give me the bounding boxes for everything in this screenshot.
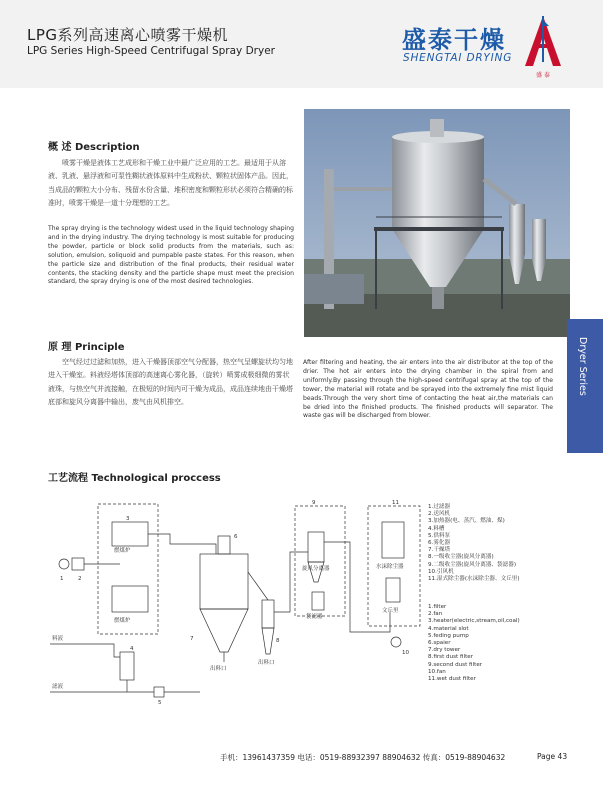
- label-separator: 旋风分离器: [302, 566, 330, 572]
- principle-text-cn: 空气经过过滤和加热，进入干燥器顶部空气分配器，热空气呈螺旋状均匀地进入干燥室。料液经塔体顶部的高速离心雾化器，（旋转）喷雾成极细微的雾状液珠，与热空气并流接触，在极短的时间内可干燥为成品，成品连续地由干燥塔底部和旋风分离器中输出，废气由风机排空。: [48, 358, 293, 407]
- legend-cn-item: 1.过滤器: [428, 504, 451, 510]
- process-heading: 工艺流程 Technological proccess: [48, 473, 221, 484]
- label-n11: 11: [392, 500, 399, 506]
- legend-en-item: 10.fan: [428, 668, 446, 675]
- principle-heading: 原 理 Principle: [48, 342, 125, 353]
- legend-en-item: 4.material slot: [428, 625, 469, 632]
- process-flow-diagram: [50, 492, 430, 714]
- description-text-en: The spray drying is the technology widest used in the liquid technology shaping and in the drying industry. The drying technology is most suitable for producing the powder, particle or block solid products from the materials, such as: solution, emulsion, soliquoid and pumpable paste states. For this reason, when the particle size and distribution of the final products, their residual water contents, the stacking density and the particle shape must meet the precision standard, the spray drying is one of the most desired technologies.: [48, 225, 294, 286]
- header-title-cn: LPG系列高速离心喷雾干燥机: [27, 26, 229, 44]
- label-n5: 5: [158, 700, 162, 706]
- legend-en-item: 2.fan: [428, 611, 443, 618]
- label-n9: 9: [312, 500, 316, 506]
- label-bag-filter: 袋滤器: [306, 614, 323, 620]
- description-text-cn: 喷雾干燥是液体工艺成形和干燥工业中最广泛应用的工艺。最适用于从溶液、乳液、悬浮液和可泵性糊状液体原料中生成粉状、颗粒状固体产品。因此，当成品的颗粒大小分布、残留水份含量、堆积密度和颗粒形状必须符合精确的标准时，喷雾干燥是一道十分理想的工艺。: [48, 159, 293, 208]
- label-n4: 4: [130, 646, 134, 652]
- legend-cn-item: 11.湿式除尘器(水沫除尘器、文丘里): [428, 576, 520, 583]
- brand-logo-icon: [523, 14, 563, 72]
- label-n6: 6: [234, 534, 238, 540]
- legend-en-item: 3.heater(electric,stream,oil,coal): [428, 618, 520, 625]
- legend-en-item: 5.feding pump: [428, 632, 469, 639]
- spray-dryer-photo: [304, 109, 570, 337]
- legend-cn-item: 5.供料泵: [428, 532, 451, 539]
- side-tab: [567, 319, 603, 453]
- legend-cn-item: 3.加热器(电、蒸汽、燃油、煤): [428, 518, 505, 525]
- label-steam: 燃煤炉: [114, 548, 131, 554]
- label-heat-furnace: 燃煤炉: [114, 618, 131, 624]
- legend-en-item: 9.second dust filter: [428, 661, 483, 668]
- legend-cn-item: 9.二级收尘器(旋风分离器、袋滤器): [428, 561, 517, 568]
- label-n7: 7: [190, 636, 194, 642]
- label-exhaust2: 出料口: [258, 660, 275, 666]
- legend-cn-item: 2.送风机: [428, 511, 451, 518]
- label-n10: 10: [402, 650, 409, 656]
- legend-cn: [428, 504, 520, 583]
- legend-cn-item: 6.雾化器: [428, 540, 451, 547]
- legend-en-item: 1.filter: [428, 604, 447, 610]
- label-exhaust1: 出料口: [210, 666, 227, 672]
- legend-cn-item: 8.一级收尘器(旋风分离器): [428, 554, 494, 561]
- label-filtrate: 滤液: [52, 684, 64, 690]
- label-venturi: 文丘里: [382, 608, 399, 614]
- footer-contact: 手机：13961437359 电话：0519-88932397 88904632 传真：0519-88904632: [220, 753, 506, 762]
- brand-name-en: SHENGTAI DRYING: [403, 52, 513, 64]
- side-tab-label: Dryer Series: [577, 337, 588, 396]
- logo-caption: 盛 泰: [536, 72, 550, 79]
- principle-text-en: After filtering and heating, the air enters into the air distributor at the top of the drier. The hot air enters into the drying chamber in the spiral from and uniformly.By passing through the high-speed centrifugal spray at the top of the tower, the material will rotate and be sprayed into the extremely fine mist liquid beads.Through the very short time of contacting the heat air,the materials can be dried into the finished products. The finished products will separator. The waste gas will be discharged from blower.: [303, 359, 553, 420]
- legend-cn-item: 10.引风机: [428, 568, 454, 575]
- label-n2: 2: [78, 576, 82, 582]
- legend-en-item: 7.dry tower: [428, 647, 461, 654]
- legend-en: [428, 604, 520, 683]
- label-n1: 1: [60, 576, 64, 582]
- page-number: Page 43: [537, 752, 568, 761]
- label-feed: 料液: [52, 636, 64, 642]
- label-n3: 3: [126, 516, 130, 522]
- description-heading: 概 述 Description: [48, 142, 140, 153]
- label-n8: 8: [276, 638, 280, 644]
- header-title-en: LPG Series High-Speed Centrifugal Spray Dryer: [27, 45, 275, 57]
- legend-en-item: 8.first dust filter: [428, 654, 474, 661]
- legend-cn-item: 7.干燥塔: [428, 547, 451, 554]
- legend-en-item: 11.wet dust filter: [428, 676, 476, 683]
- brand-name-cn: 盛泰干燥: [402, 26, 506, 54]
- legend-cn-item: 4.料槽: [428, 525, 445, 532]
- label-wet-scrubber: 水沫除尘器: [376, 564, 404, 570]
- legend-en-item: 6.spaier: [428, 640, 451, 647]
